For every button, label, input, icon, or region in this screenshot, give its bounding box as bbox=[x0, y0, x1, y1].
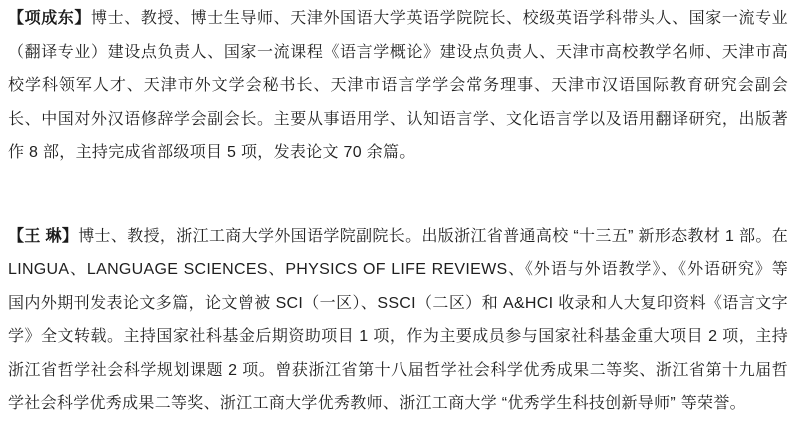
bio-text: 博士、教授，浙江工商大学外国语学院副院长。出版浙江省普通高校 “十三五” 新形态教材 1 部。在 LINGUA、LANGUAGE SCIENCES、PHYSICS OF LIFE REVIEWS、《外语与外语教学》、《外语研究》等国内外期刊发表论文多篇，论文曾被 SCI（一区）、SSCI（二区）和 A&HCI 收录和人大复印资料《语言文字学》全文转载。主持国家社科基金后期资助项目 1 项，作为主要成员参与国家社科基金重大项目 2 项，主持浙江省哲学社会科学规划课题 2 项。曾获浙江省第十八届哲学社会科学优秀成果二等奖、浙江省第十九届哲学社会科学优秀成果二等奖、浙江工商大学优秀教师、浙江工商大学 “优秀学生科技创新导师” 等荣誉。 bbox=[8, 227, 788, 412]
bio-paragraph-wang-lin bbox=[8, 220, 788, 421]
bio-text: 博士、教授、博士生导师、天津外国语大学英语学院院长、校级英语学科带头人、国家一流专业（翻译专业）建设点负责人、国家一流课程《语言学概论》建设点负责人、天津市高校教学名师、天津市高校学科领军人才、天津市外文学会秘书长、天津市语言学学会常务理事、天津市汉语国际教育研究会副会长、中国对外汉语修辞学会副会长。主要从事语用学、认知语言学、文化语言学以及语用翻译研究，出版著作 8 部，主持完成省部级项目 5 项，发表论文 70 余篇。 bbox=[8, 10, 788, 161]
bio-paragraph-xiang-chengdong bbox=[8, 2, 788, 170]
person-name: 【项成东】 bbox=[8, 10, 92, 27]
person-name: 【王 琳】 bbox=[8, 227, 79, 245]
